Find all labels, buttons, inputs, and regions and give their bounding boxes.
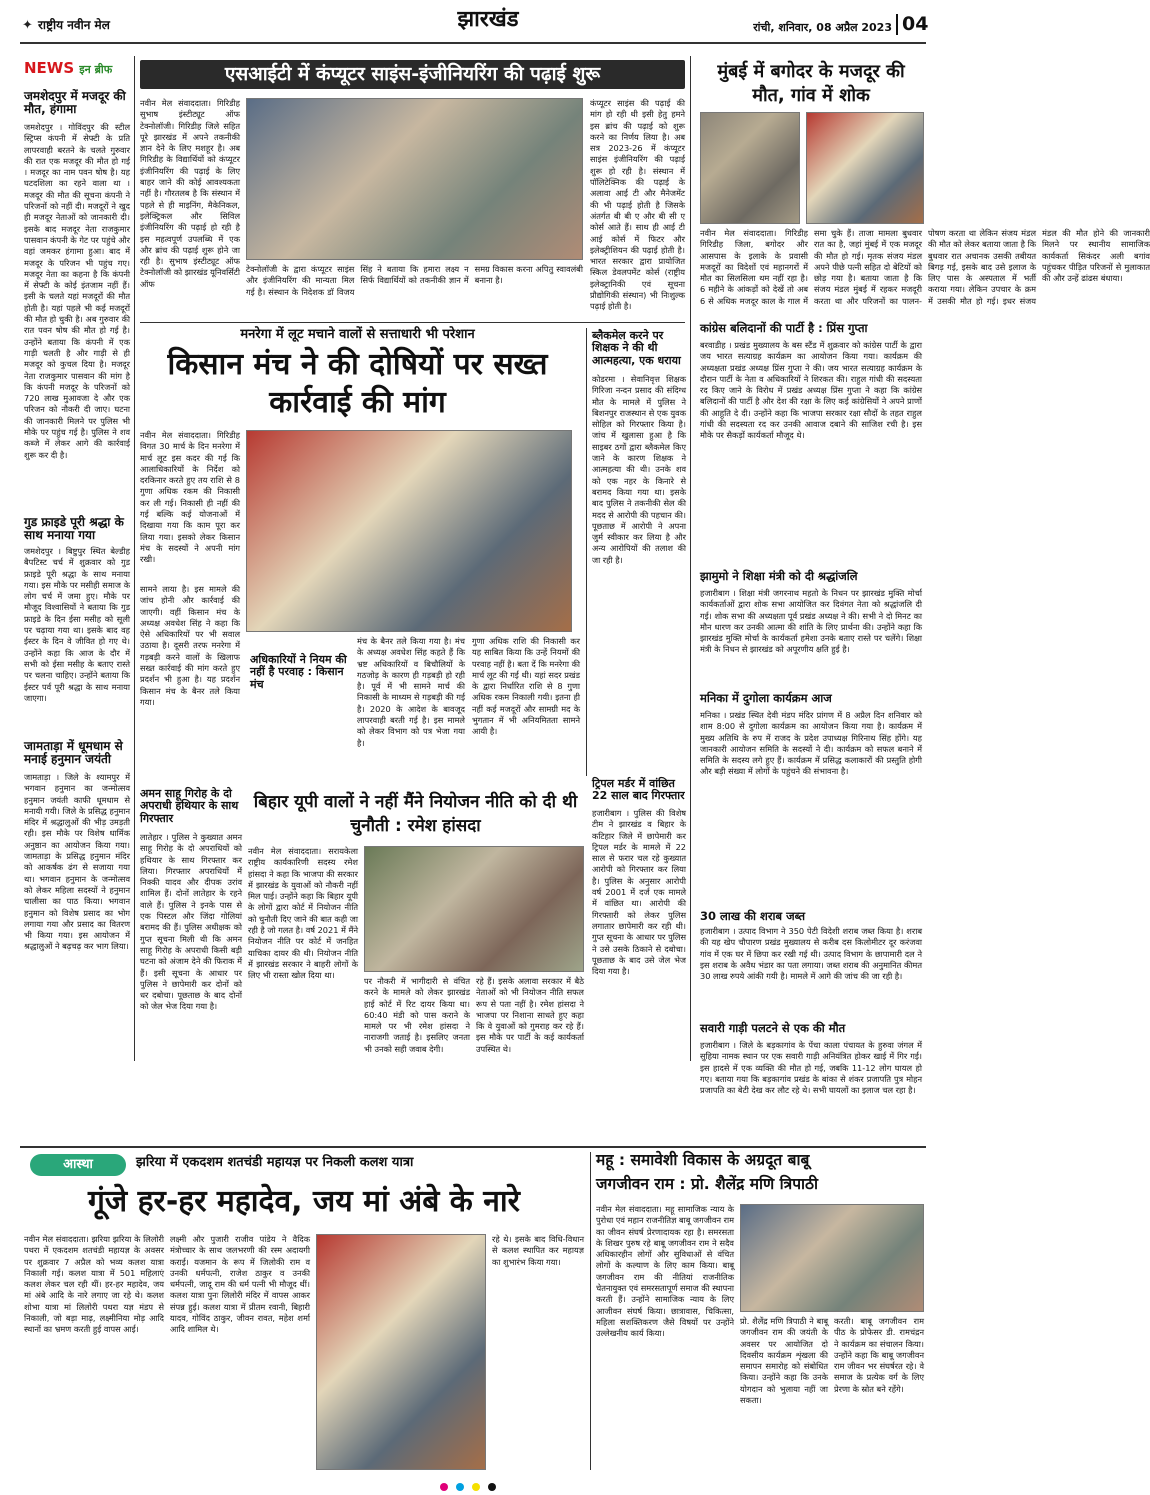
masthead-logo [22,14,172,36]
vehicle-body: हजारीबाग । जिले के बड़कागांव के पेंचा काला पंचायत के हुरुवा जंगल में सुहिया नामक स्थान पर एक सवारी गाड़ी अनियंत्रित होकर खाई में गिर गई। इस हादसे में एक व्यक्ति की मौत हो गई, जबकि 11-12 लोग घायल हो गए। बताया गया कि बड़कागांव प्रखंड के बांका से शंकर प्रजापति पुत्र मोहन प्रजापति का बेटी देख कर लौट रहे थे। सभी घायलों का इलाज चल रहा है। [700,1040,922,1096]
kisan-kicker: मनरेगा में लूट मचाने वालों से सत्ताधारी भी परेशान [240,327,475,342]
aastha-body-col2: लक्ष्मी और पुजारी राजीव पांडेय ने वैदिक मंत्रोच्चार के साथ जलभरणी की रस्म अदायगी कराई। यजमान के रूप में जिलोकी राम व उनकी धर्मपत्नी, राजेश ठाकुर व उनकी धर्मपत्नी, जादू राम की धर्म पत्नी भी मौजूद थीं। कलश यात्रा पुनः लिलोरी मंदिर में वापस आकर संपन्न हुई। कलश यात्रा में प्रीतम रवानी, बिहारी यादव, गोविंद ठाकुर, जीवन रावत, महेश शर्मा आदि शामिल थे। [170,1234,310,1335]
mumbai-body: नवीन मेल संवाददाता। गिरिडीह गिरिडीह जिला, बगोदर और आसपास के इलाके के प्रवासी मजदूरों का विदेशों एवं महानगरों में मौत का सिलसिला थम नहीं रहा है। 6 महीने के आंकड़ों को देखें तो अब 6 से अधिक मजदूर काल के गाल में समा चुके हैं। ताजा मामला बुधवार रात का है, जहां मुंबई में एक मजदूर की मौत हो गई। मृतक संजय मंडल अपने पीछे पत्नी सहित दो बेटियों को छोड़ गया है। बताया जाता है कि संजय मंडल मुंबई में रहकर मजदूरी करता था और परिजनों का पालन-पोषण करता था लेकिन संजय मंडल की मौत को लेकर बताया जाता है कि बुधवार रात अचानक उसकी तबीयत बिगड़ गई, इसके बाद उसे इलाज के लिए पास के अस्पताल में भर्ती कराया गया। लेकिन उपचार के क्रम में उसकी मौत हो गई। इधर संजय मंडल की मौत होने की जानकारी मिलने पर स्थानीय सामाजिक कार्यकर्ता सिकंदर अली बगांव पहुंचकर पीड़ित परिजनों से मुलाकात की और उन्हें ढांढस बंधाया। [700,228,1150,306]
brief1-body: जमशेदपुर । गोविंदपुर की स्टील स्ट्रिप्स कंपनी में सेफ्टी के प्रति लापरवाही बरतने के चलते गुरुवार की रात एक मजदूर की मौत हो गई । मजदूर का नाम पवन षोष है। यह घटदशिला का रहने वाला था । मजदूर की मौत की सूचना कंपनी ने परिजनों को नहीं दी। मजदूरों ने खुद ही मजदूर नेताओं को जानकारी दी। इसके बाद मजदूर नेता राजकुमार पासवान कंपनी के गेट पर पहुंचे और वहां जमकर हंगामा हुआ। बाद में मजदूर के परिजन भी पहुंच गए। मजदूर नेता का कहना है कि कंपनी में सेफ्टी के कोई इंतजाम नहीं हैं। इसी के चलते यहां मजदूरों की मौत होती है। यहां पहले भी कई मजदूरों की मौत हो चुकी है। अब गुरुवार की रात पवन षोष की मौत हो गई है। उन्होंने बताया कि कंपनी में एक गाड़ी चलती है और गाड़ी से ही मजदूर को कुचल दिया है। मजदूर नेता राजकुमार पासवान की मांग है कि कंपनी मजदूर के परिजनों को 720 लाख मुआवजा दे और एक परिजन को नौकरी दी जाए। घटना की जानकारी मिलने पर पुलिस भी मौके पर पहुंच गई है। पुलिस ने शव कब्जे में लेकर आगे की कार्रवाई शुरू कर दी है। [24,122,130,460]
rameshwar-body-col3: रहे हैं। इसके अलावा सरकार में बैठे नेताओं को भी नियोजन नीति सफल रूप से पता नहीं है। रमेश हांसदा ने भाजपा पर निशाना साधते हुए कहा कि वे युवाओं को गुमराह कर रहे हैं। इस मौके पर पार्टी के कई कार्यकर्ता उपस्थित थे। [476,976,584,1054]
brief1-headline: जमशेदपुर में मजदूर की मौत, हंगामा [24,89,126,117]
triple-murder-headline: ट्रिपल मर्डर में वांछित 22 साल बाद गिरफ्तार [592,777,685,803]
aman-headline: अमन साहू गिरोह के दो अपराधी हथियार के साथ गिरफ्तार [140,787,239,825]
mumbai-family-photo [806,112,924,224]
sait-headline: एसआईटी में कंप्यूटर साइंस-इंजीनियरिंग की पढ़ाई शुरू [140,60,685,89]
congress-headline: कांग्रेस बलिदानों की पार्टी है : प्रिंस गुप्ता [700,321,868,335]
kisan-body-col2: सामने लाया है। इस मामले की जांच होनी और कार्रवाई की जाएगी। वहीं किसान मंच के अध्यक्ष अवधेश सिंह ने कहा कि ऐसे अधिकारियों पर भी सवाल उठाया है। दूसरी तरफ मनरेगा में गड़बड़ी करने वालों के खिलाफ सख्त कार्रवाई की मांग करते हुए प्रदर्शन भी हुआ है। यह प्रदर्शन किसान मंच के बैनर तले किया गया। [140,584,240,707]
vehicle-headline: सवारी गाड़ी पलटने से एक की मौत [700,1021,846,1035]
aastha-kalash-photo [316,1234,486,1470]
registration-marks [440,1476,520,1484]
dateline: रांची, शनिवार, 08 अप्रैल 2023 [753,21,892,34]
kisan-subhead: अधिकारियों ने नियम की नहीं है परवाह : किसान मंच [250,653,347,691]
aastha-body-col3: रहे थे। इसके बाद विधि-विधान से कलश स्थापित कर महायज्ञ का शुभारंभ किया गया। [492,1234,584,1267]
mahu-headline-line2: जगजीवन राम : प्रो. शैलेंद्र मणि त्रिपाठी [596,1175,819,1193]
aastha-body-col1: नवीन मेल संवाददाता। झरिया झरिया के लिलोरी पथरा में एकदशम शतचंडी महायज्ञ के अवसर पर शुक्रवार 7 अप्रैल को भव्य कलश यात्रा निकाली गई। कलश यात्रा में 501 महिलाएं कलश लेकर चल रही थीं। हर-हर महादेव, जय मां अंबे आदि के नारे लगाए जा रहे थे। कलश शोभा यात्रा मां लिलोरी पथरा यज्ञ मंडप से निकाली, जो बड़ा माढ़, लक्ष्मीनिया मोड़ आदि स्थानों का भ्रमण करती हुई वापस आई। [24,1234,164,1335]
brief3-body: जामताड़ा । जिले के श्यामपुर में भगवान हनुमान का जन्मोत्सव हनुमान जयंती काफी धूमधाम से मनायी गयी। जिले के प्रसिद्ध हनुमान मंदिर में श्रद्धालुओं की भीड़ उमड़ती रही। इस मौके पर विशेष धार्मिक अनुष्ठान का आयोजन किया गया। जामताड़ा के प्रसिद्ध हनुमान मंदिर को आकर्षक ढंग से सजाया गया था। भगवान हनुमान के जन्मोत्सव को लेकर महिला सदस्यों ने हनुमान चालीसा का पाठ किया। भगवान हनुमान को विशेष प्रसाद का भोग लगाया गया और प्रसाद का वितरण भी किया गया। इस आयोजन में श्रद्धालुओं ने बढ़चढ़ कर भाग लिया। [24,772,130,952]
manika-headline: मनिका में दुगोला कार्यक्रम आज [700,691,832,705]
congress-body: बरवाडीह । प्रखंड मुख्यालय के बस स्टैंड में शुक्रवार को कांग्रेस पार्टी के द्वारा जय भारत सत्याग्रह कार्यक्रम का आयोजन किया गया। कार्यक्रम की अध्यक्षता प्रखंड अध्यक्ष प्रिंस गुप्ता ने की। जय भारत सत्याग्रह कार्यक्रम के दौरान पार्टी के नेता व अधिकारियों ने शिरकत की। राहुल गांधी की सदस्यता रद किए जाने के विरोध में प्रखंड अध्यक्ष प्रिंस गुप्ता ने कहा कि कांग्रेस बलिदानों की पार्टी है और देश की रक्षा के लिए कई कांग्रेसियों ने अपने प्राणों की आहुति दे दी। उन्होंने कहा कि भाजपा सरकार रक्षा सौदों के तहत राहुल गांधी की सदस्यता रद कर उनकी आवाज दबाने की साजिश रची है। इस मौके पर सैकड़ों कार्यकर्ता मौजूद थे। [700,340,922,441]
suicide-headline: ब्लैकमेल करने पर शिक्षक ने की थी आत्महत्या, एक धराया [592,329,681,367]
rameshwar-photo [364,846,584,972]
sait-divider [140,322,685,323]
bottom-col-divider [590,1152,591,1470]
mahu-headline-line1: महू : समावेशी विकास के अग्रदूत बाबू [596,1151,810,1169]
mahu-body: नवीन मेल संवाददाता। महू सामाजिक न्याय के पुरोधा एवं महान राजनीतिज्ञ बाबू जगजीवन राम का जीवन संघर्ष प्रेरणादायक रहा है। समरसता के शिखर पुरुष रहे बाबू जगजीवन राम ने सदैव अधिकारहीन लोगों और सुविधाओं से वंचित लोगों के कल्याण के लिए काम किया। बाबू जगजीवन राम की नीतियां राजनीतिक चेतनायुक्त एवं समरसतापूर्ण समाज की स्थापना करती हैं। उन्होंने सामाजिक न्याय के लिए आजीवन संघर्ष किया। छात्रावास, चिकित्सा, महिला सशक्तिकरण जैसे विषयों पर उन्होंने उल्लेखनीय कार्य किया। [596,1204,734,1339]
bird-icon: ✦ [22,18,33,33]
aman-body: लातेहार । पुलिस ने कुख्यात अमन साहू गिरोह के दो अपराधियों को हथियार के साथ गिरफ्तार कर लिया। गिरफ्तार अपराधियों में निक्की यादव और दीपक उरांव शामिल हैं। दोनों लातेहार के रहने वाले हैं। पुलिस ने इनके पास से एक पिस्टल और जिंदा गोलियां बरामद की हैं। पुलिस अधीक्षक को गुप्त सूचना मिली थी कि अमन साहू गिरोह के अपराधी किसी बड़ी घटना को अंजाम देने की फिराक में हैं। इसी सूचना के आधार पर पुलिस ने छापेमारी कर दोनों को धर दबोचा। पूछताछ के बाद दोनों को जेल भेज दिया गया है। [140,832,242,1012]
kisan-body-col4: गुणा अधिक राशि की निकासी कर यह साबित किया कि उन्हें नियमों की परवाह नहीं है। बता दें कि मनरेगा की मार्च लूट की गई थी। यहां सदर प्रखंड के द्वारा निर्धारित राशि से 8 गुणा अधिक रकम निकाली गयी। इतना ही नहीं कई मजदूरों और सामग्री मद के भुगतान में भी अनियमितता सामने आयी है। [472,636,580,737]
mahu-caption: प्रो. शैलेंद्र मणि त्रिपाठी ने बाबू जगजीवन राम की जयंती के अवसर पर आयोजित दो दिवसीय कार्यक्रम शृंखला की समापन समारोह को संबोधित किया। उन्होंने कहा कि उनके योगदान को भुलाया नहीं जा सकता। [740,1316,828,1406]
manika-body: मनिका । प्रखंड स्थित देवी मंडप मंदिर प्रांगण में 8 अप्रैल दिन शनिवार को शाम 8:00 से दुगोला कार्यक्रम का आयोजन किया गया है। कार्यक्रम में मुख्य अतिथि के रुप में राजद के प्रदेश उपाध्यक्ष गिरिनाथ सिंह होंगे। यह जानकारी आयोजन समिति के सदस्यों ने दी। कार्यक्रम को सफल बनाने में समिति के सदस्य लगे हुए हैं। कार्यक्रम में प्रसिद्ध कलाकारों की प्रस्तुति होगी और बड़ी संख्या में लोगों के पहुंचने की संभावना है। [700,710,922,777]
brief2-body: जमशेदपुर । बिष्टुपुर स्थित बेल्डीह बैपटिस्ट चर्च में शुक्रवार को गुड फ्राइडे पूरी श्रद्धा के साथ मनाया गया। इस मौके पर मसीही समाज के लोग चर्च में जमा हुए। मौके पर मौजूद विश्वासियों ने बताया कि गुड फ्राइडे के दिन ईसा मसीह को सूली पर चढ़ाया गया था। इसके बाद वह ईस्टर के दिन वे जीवित हो गए थे। उन्होंने कहा कि आज के दौर में सभी को ईसा मसीह के बताए रास्ते पर चलना चाहिए। उन्होंने बताया कि ईस्टर पर्व पूरी श्रद्धा के साथ मनाया जाएगा। [24,546,130,703]
wine-headline: 30 लाख की शराब जब्त [700,909,806,923]
news-in-brief-badge: NEWS इन ब्रीफ [24,59,113,77]
jhamunmo-headline: झामुमो ने शिक्षा मंत्री को दी श्रद्धांजलि [700,569,858,583]
kisan-headline: किसान मंच ने की दोषियों पर सख्त कार्रवाई की मांग [167,347,548,420]
sait-body-col1: नवीन मेल संवाददाता। गिरिडीह सुभाष इंस्टीट्यूट ऑफ टेक्नोलॉजी। गिरिडीह जिले सहित पूरे झारखंड में अपने तकनीकी ज्ञान देने के लिए मशहूर है। अब गिरिडीह के विद्यार्थियों को कंप्यूटर इंजीनियरिंग की पढ़ाई के लिए बाहर जाने की कोई आवश्यकता नहीं है। गौरतलब है कि संस्थान में पहले से ही माइनिंग, मैकेनिकल, इलेक्ट्रिकल और सिविल इंजीनियरिंग की पढ़ाई हो रही है इस महत्वपूर्ण उपलब्धि में एक और ब्रांच की पढ़ाई शुरू होने जा रही है। सुभाष इंस्टीट्यूट ऑफ टेक्नोलॉजी को झारखंड यूनिवर्सिटी ऑफ [140,98,240,289]
mumbai-headline: मुंबई में बगोदर के मजदूर की मौत, गांव में शोक [717,61,905,106]
sait-photo [246,98,583,260]
left-col-divider [134,56,135,1061]
mahu-body-col2: करती। बाबू जगजीवन राम पीठ के प्रोफेसर डी. रामचंद्रन ने कार्यक्रम का संचालन किया। उन्होंने कहा कि बाबू जगजीवन राम जीवन भर संघर्षरत रहे। वे समाज के प्रत्येक वर्ग के लिए प्रेरणा के स्रोत बने रहेंगे। [834,1316,924,1394]
kisan-body-col1: नवीन मेल संवाददाता। गिरिडीह विगत 30 मार्च के दिन मनरेगा में मार्च लूट इस कदर की गई कि आलाधिकारियों के निर्देश को दरकिनार करते हुए तय राशि से 8 गुणा अधिक रकम की निकासी कर ली गई। निकासी ही नहीं की गई बल्कि कई योजनाओं में दिखाया गया कि काम पूरा कर लिया गया। इसको लेकर किसान मंच के सदस्यों ने अपनी मांग रखी। [140,430,240,565]
sait-photo-caption: टेक्नोलॉजी के द्वारा कंप्यूटर साइंस और इंजीनियरिंग की मान्यता मिल गई है। संस्थान के निदेशक डॉ विजय सिंह ने बताया कि हमारा लक्ष्य न सिर्फ विद्यार्थियों को तकनीकी ज्ञान में समग्र विकास करना अपितु स्वावलंबी बनाना है। [246,264,583,297]
kisan-divider [586,328,587,776]
jhamunmo-body: हजारीबाग । शिक्षा मंत्री जगरनाथ महतो के निधन पर झारखंड मुक्ति मोर्चा कार्यकर्ताओं द्वारा शोक सभा आयोजित कर दिवंगत नेता को श्रद्धांजलि दी गई। शोक सभा की अध्यक्षता पूर्व प्रखंड अध्यक्ष ने की। सभी ने दो मिनट का मौन धारण कर उनकी आत्मा की शांति के लिए प्रार्थना की। उन्होंने कहा कि झारखंड मुक्ति मोर्चा के कार्यकर्ता हमेशा उनके बताए रास्ते पर चलेंगे। शिक्षा मंत्री के निधन से झारखंड को अपूरणीय क्षति हुई है। [700,588,922,655]
mumbai-victim-photo [700,112,800,224]
newspaper-name: राष्ट्रीय नवीन मेल [38,18,110,32]
section-title: झारखंड [457,7,519,32]
suicide-body: कोडरमा । सेवानिवृत्त शिक्षक गिरिजा नन्दन प्रसाद की संदिग्ध मौत के मामले में पुलिस ने बिशनपुर राजस्थान से एक युवक सोहिल को गिरफ्तार किया है। जांच में खुलासा हुआ है कि साइबर ठगों द्वारा ब्लैकमेल किए जाने के कारण शिक्षक ने आत्महत्या की थी। उनके शव को एक नहर के किनारे से बरामद किया गया था। इसके बाद पुलिस ने तकनीकी सेल की मदद से आरोपी की पहचान की। पूछताछ में आरोपी ने अपना जुर्म स्वीकार कर लिया है और अन्य आरोपियों की तलाश की जा रही है। [592,374,686,565]
brief3-headline: जामताड़ा में धूमधाम से मनाई हनुमान जयंती [24,739,123,767]
bottom-section-rule [20,1146,926,1148]
page-number: 04 [896,14,926,35]
aastha-headline: गूंजे हर-हर महादेव, जय मां अंबे के नारे [88,1184,520,1219]
rameshwar-body-col1: नवीन मेल संवाददाता। सरायकेला राष्ट्रीय कार्यकारिणी सदस्य रमेश हांसदा ने कहा कि भाजपा की सरकार में झारखंड के युवाओं को नौकरी नहीं मिल पाई। उन्होंने कहा कि बिहार यूपी के लोगों द्वारा कोर्ट में नियोजन नीति को चुनौती दिए जाने की बात कही जा रही है जो गलत है। वर्ष 2021 में मैंने नियोजन नीति पर कोर्ट में जनहित याचिका दायर की थी। नियोजन नीति में झारखंड सरकार ने बाहरी लोगों के लिए भी रास्ता खोल दिया था। [248,846,358,981]
mahu-event-photo [740,1204,924,1312]
triple-murder-body: हजारीबाग । पुलिस की विशेष टीम ने झारखंड व बिहार के कटिहार जिले में छापेमारी कर ट्रिपल मर्डर के मामले में 22 साल से फरार चल रहे कुख्यात आरोपी को गिरफ्तार कर लिया है। पुलिस के अनुसार आरोपी वर्ष 2001 में दर्ज एक मामले में वांछित था। आरोपी की गिरफ्तारी को लेकर पुलिस लगातार छापेमारी कर रही थी। गुप्त सूचना के आधार पर पुलिस ने उसे उसके ठिकाने से दबोचा। पूछताछ के बाद उसे जेल भेज दिया गया है। [592,808,686,977]
brief2-headline: गुड फ्राइडे पूरी श्रद्धा के साथ मनाया गया [24,515,124,543]
kisan-protest-photo [246,430,572,632]
wine-body: हजारीबाग । उत्पाद विभाग ने 350 पेटी विदेशी शराब जब्त किया है। शराब की यह खेप चौपारण प्रखंड मुख्यालय से करीब दस किलोमीटर दूर करंजवा गांव में एक घर में छिपा कर रखी गई थी। उत्पाद विभाग के छापामारी दल ने इस शराब के अवैध भंडार का पता लगाया। जब्त शराब की अनुमानित कीमत 30 लाख रुपये आंकी गयी है। मामले में आगे की जांच की जा रही है। [700,926,922,982]
right-col-divider [690,56,691,1061]
rameshwar-body-col2: पर नौकरी में भागीदारी से वंचित करने के मामले को लेकर झारखंड हाई कोर्ट में रिट दायर किया था। 60:40 मंडी को पास कराने के मामले पर भी रमेश हांसदा ने नाराजगी जताई है। इसलिए जनता भी उनको सही जवाब देगी। [364,976,470,1054]
masthead [0,0,945,44]
sait-body-col2: कंप्यूटर साइंस की पढ़ाई की मांग हो रही थी इसी हेतु हमने इस ब्रांच की पढ़ाई को शुरू करने का निर्णय लिया है। अब सत्र 2023-26 में कंप्यूटर साइंस इंजीनियरिंग की पढ़ाई शुरू हो रही है। संस्थान में पॉलिटेक्निक की पढ़ाई के अलावा आई टी और मैनेजमेंट की भी पढ़ाई होती है जिसके अंतर्गत बी बी ए और बी सी ए कोर्स आते हैं। साथ ही आई टी आई कोर्स में फिटर और इलेक्ट्रीशियन की पढ़ाई होती है। भारत सरकार द्वारा प्रायोजित स्किल डेवलपमेंट कोर्स (राष्ट्रीय इलेक्ट्रानिकी एवं सूचना प्रौद्योगिकी संस्थान) भी निःशुल्क पढ़ाई होती है। [590,98,685,312]
masthead-rule [20,42,926,44]
aastha-badge: आस्था [30,1154,126,1176]
kisan-body-col3: मंच के बैनर तले किया गया है। मंच के अध्यक्ष अवधेश सिंह कहते हैं कि भ्रष्ट अधिकारियों व बिचौलियों के गठजोड़ के कारण ही गड़बड़ी हो रही है। पूर्व में भी सामने मार्च की निकासी के माध्यम से गड़बड़ी की गई है। 2020 के आदेश के बावजूद लापरवाही बरती गई है। इस मामले को लेकर विभाग को पत्र भेजा गया है। [357,636,465,748]
rameshwar-headline: बिहार यूपी वालों ने नहीं मैंने नियोजन नीति को दी थी चुनौती : रमेश हांसदा [253,792,578,836]
aastha-kicker: झरिया में एकदशम शतचंडी महायज्ञ पर निकली कलश यात्रा [136,1155,414,1170]
